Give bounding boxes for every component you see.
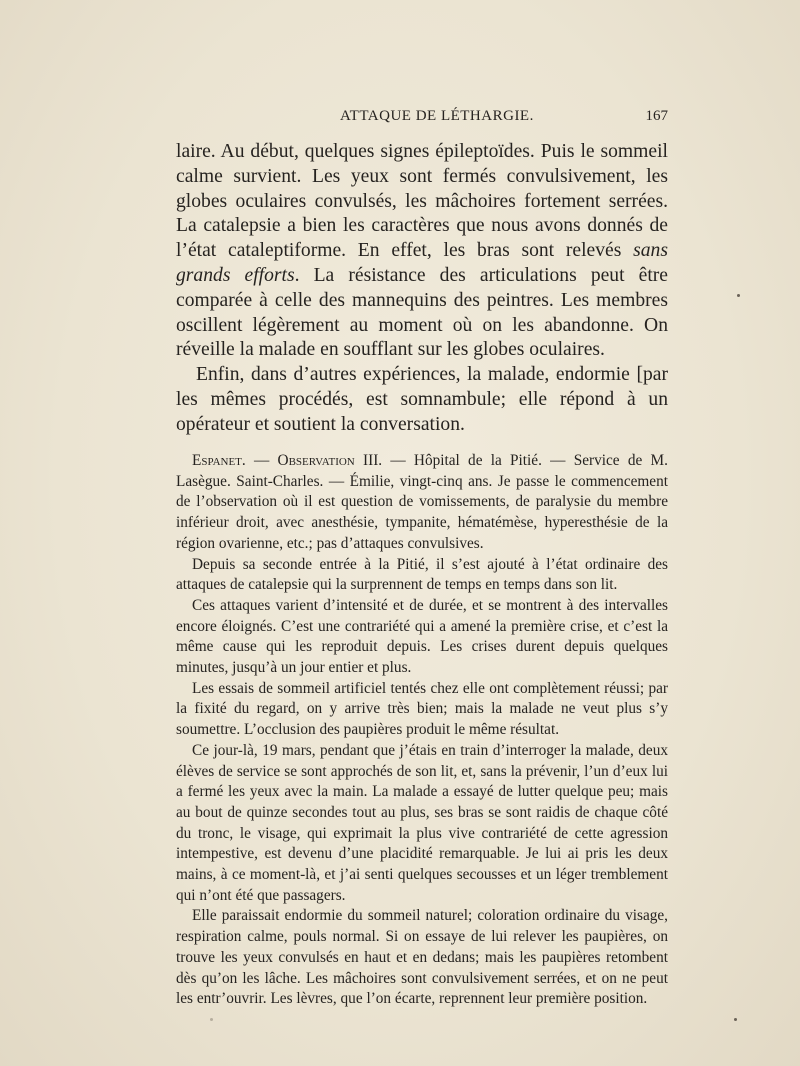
observation-paragraph: Depuis sa seconde entrée à la Pitié, il s’est ajouté à l’état ordinaire des attaques de catalepsie qui la surprennent de temps en temps dans son lit. [176, 555, 668, 594]
observation-label: Observation III. [277, 452, 383, 469]
running-head-title: ATTAQUE DE LÉTHARGIE. [340, 108, 534, 124]
main-paragraph-1 [176, 140, 668, 363]
paper-speck [210, 1018, 213, 1021]
main-paragraph-2: Enfin, dans d’autres expériences, la malade, endormie [par les mêmes procédés, est somnambule; elle répond à un opérateur et soutient la conversation. [176, 364, 668, 435]
main-paragraph-1-start: laire. Au début, quelques signes épileptoïdes. Puis le sommeil calme survient. Les yeux sont fermés convulsivement, les globes oculaires convulsés, les mâchoires fortement serrées. La catalepsie a bien les caractères que nous avons donnés de l’état cataleptiforme. En effet, les bras sont relevés [176, 141, 668, 262]
observation-paragraph: Les essais de sommeil artificiel tentés chez elle ont complètement réussi; par la fixité du regard, on y arrive très bien; mais la malade ne veut plus s’y soumettre. L’occlusion des paupières produit le même résultat. [176, 679, 668, 739]
page-number: 167 [645, 108, 668, 124]
observation-header-rest: — Hôpital de la Pitié. — Service de M. Lasègue. Saint-Charles. — Émilie, vingt-cinq ans. Je passe le commencement de l’observation où il est question de vomissements, de paralysie du membre inférieur droit, avec anesthésie, tympanite, hématémèse, hyperesthésie de la région ovarienne, etc.; pas d’attaques convulsives. [176, 452, 668, 552]
main-text [176, 140, 668, 438]
observation-author: Espanet. [192, 452, 246, 469]
italic-phrase: sans grands efforts [176, 240, 668, 286]
observation-paragraph: Ces attaques varient d’intensité et de durée, et se montrent à des intervalles encore éloignés. C’est une contrariété qui a amené la première crise, et c’est la même cause qui les reproduit depuis. Les crises durent depuis quelques minutes, jusqu’à un jour entier et plus. [176, 596, 668, 677]
observation-header [176, 451, 668, 555]
observation-paragraph: Elle paraissait endormie du sommeil naturel; coloration ordinaire du visage, respiration calme, pouls normal. Si on essaye de lui relever les paupières, on trouve les yeux convulsés en haut et en dedans; mais les paupières retombent dès qu’on les lâche. Les mâchoires sont convulsivement serrées, et on ne peut les entr’ouvrir. Les lèvres, que l’on écarte, reprennent leur première position. [176, 907, 668, 1008]
main-paragraph-1-end: . La résistance des articulations peut être comparée à celle des mannequins des peintres. Les membres oscillent légèrement au moment où on les abandonne. On réveille la malade en soufflant sur les globes oculaires. [176, 264, 668, 361]
running-head [176, 108, 668, 128]
observation-paragraph: Ce jour-là, 19 mars, pendant que j’étais en train d’interroger la malade, deux élèves de service se sont approchés de son lit, et, sans la prévenir, l’un d’eux lui a fermé les yeux avec la main. La malade a essayé de lutter quelque peu; mais au bout de quinze secondes tout au plus, ses bras se sont raidis de chaque côté du tronc, le visage, qui exprimait la plus vive contrariété de cette agression intempestive, est devenu d’une placidité remarquable. Je lui ai pris les deux mains, à ce moment-là, et j’ai senti quelques secousses et un léger tremblement qui n’ont été que passagers. [176, 741, 668, 904]
observation-section [176, 451, 668, 1010]
paper-speck [737, 294, 740, 297]
observation-dash: — [245, 452, 278, 469]
paper-speck [734, 1018, 737, 1021]
